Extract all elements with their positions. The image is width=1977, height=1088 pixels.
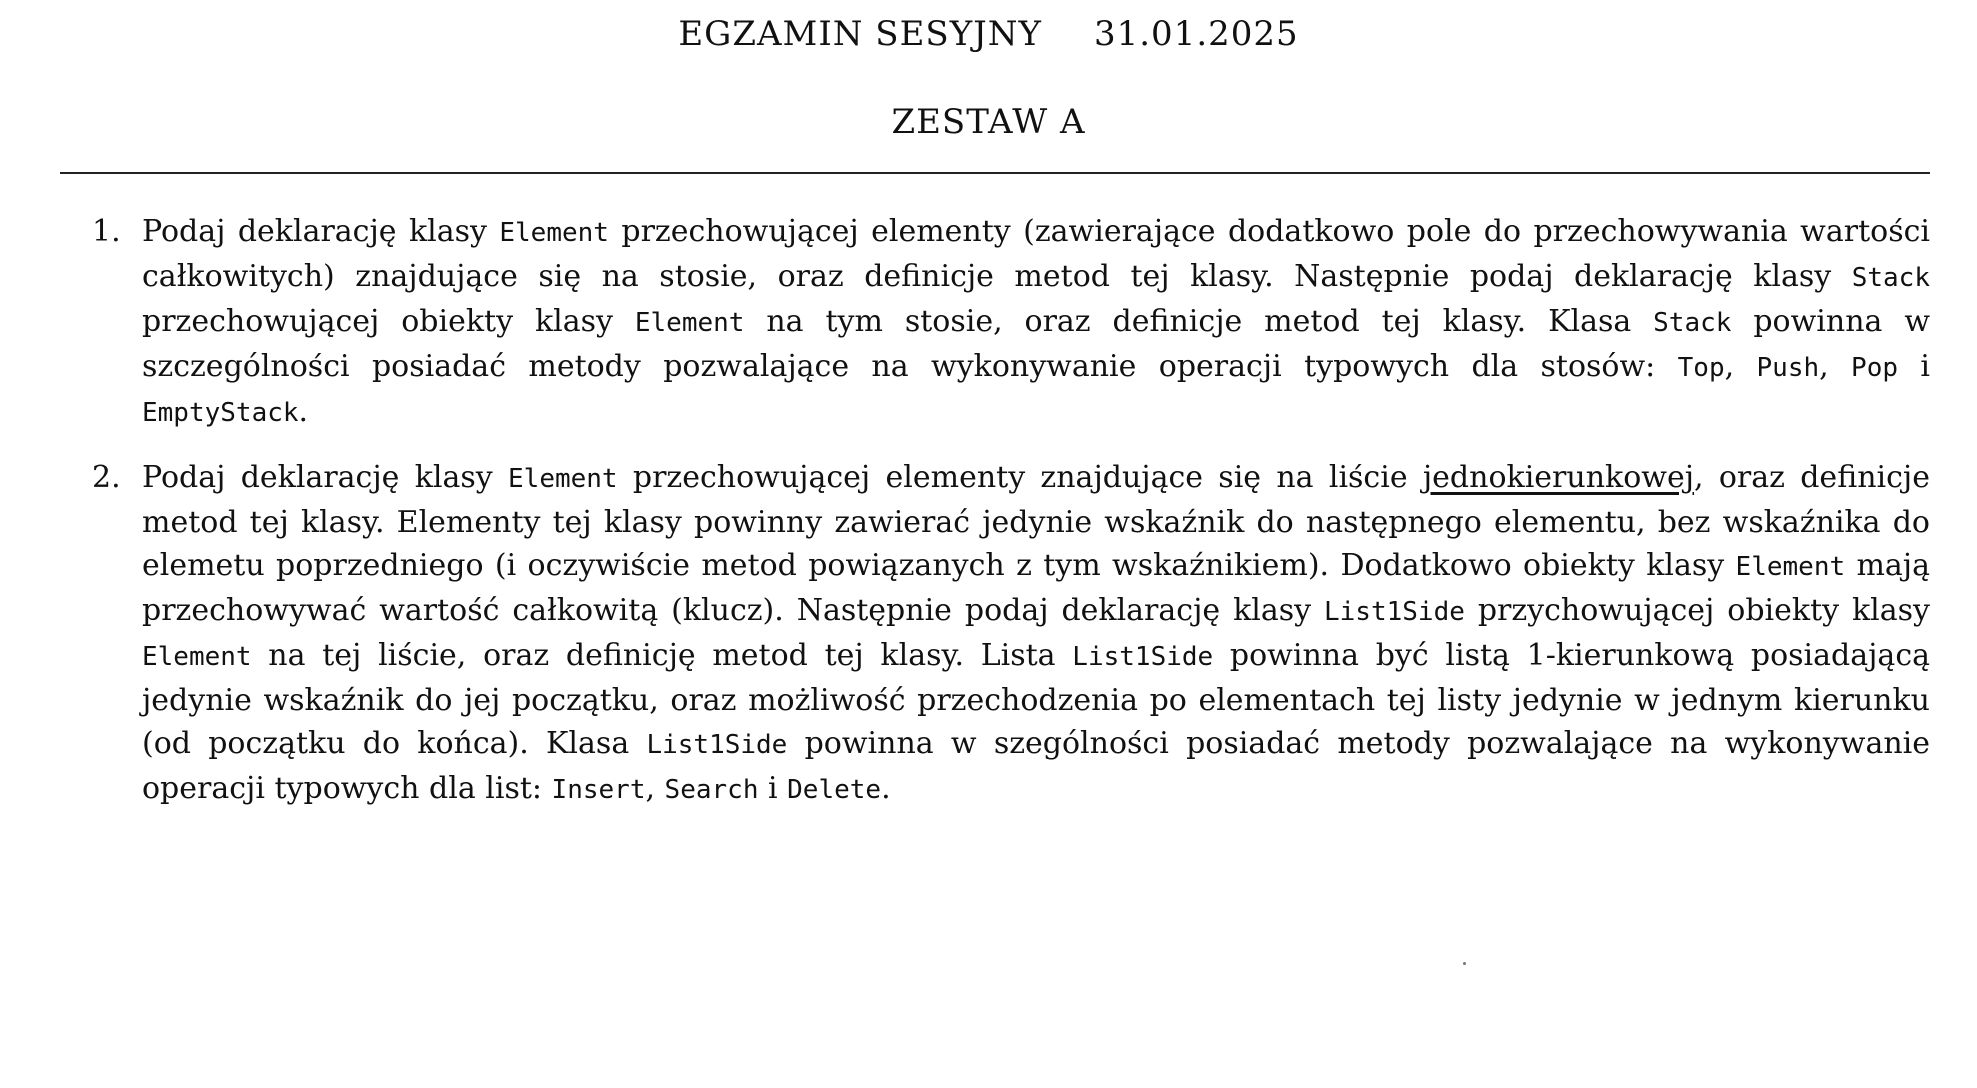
task-text: . [881,771,891,806]
task-2 [92,456,1931,812]
task-number: 2. [92,460,121,495]
task-text: powinna być listą 1-kierunkową posiadającą jedynie wskaźnik do jej początku, oraz możliwość przechodzenia po elementach tej listy jedynie w jednym kierunku (od początku do końca). Klasa [142,638,1931,761]
task-text: Podaj deklarację klasy [142,214,500,249]
task-1 [92,210,1930,435]
task-number: 1. [92,214,121,249]
code-term: List1Side [1324,597,1465,627]
exam-date: 31.01.2025 [1093,14,1299,54]
code-term: Search [664,775,759,805]
code-term: Stack [1851,263,1930,293]
task-text: Podaj deklarację klasy [142,460,509,495]
task-text: . [298,394,309,429]
exam-header [0,14,1977,54]
code-term: EmptyStack [142,398,299,428]
task-text: przechowującej elementy znajdujące się na liście [617,460,1423,495]
code-term: Insert [551,775,646,805]
task-text: powinna w szególności posiadać metody pozwalające na wykonywanie operacji typowych dla list: [142,726,1930,806]
code-term: List1Side [1072,642,1214,672]
task-text: na tym stosie, oraz definicje metod tej klasy. Klasa [744,304,1654,339]
code-term: Stack [1653,308,1732,338]
task-text: na tej liście, oraz definicję metod tej klasy. Lista [251,638,1073,673]
code-term: Pop [1851,353,1899,383]
task-text: i [758,771,788,806]
code-term: Element [1735,552,1846,582]
task-text: , [1819,349,1852,384]
task-text: , [1724,349,1757,384]
code-term: Element [508,464,618,494]
task-text: mają przechowywać wartość całkowitą (klucz). Następnie podaj deklarację klasy [142,548,1930,628]
code-term: Element [634,308,745,338]
underlined-term: jednokierunkowej [1422,460,1695,495]
task-text: przechowującej obiekty klasy [142,304,635,339]
set-title: ZESTAW A [891,102,1086,142]
code-term: Push [1756,353,1820,383]
code-term: Element [142,642,252,672]
code-term: Top [1677,353,1725,383]
scan-speck [1463,962,1466,965]
task-text: przechowującej elementy (zawierające dodatkowo pole do przechowywania wartości całkowitych) znajdujące się na stosie, oraz definicje metod tej klasy. Następnie podaj deklarację klasy [142,214,1930,294]
task-text: przychowującej obiekty klasy [1464,593,1930,628]
task-text: , [645,771,665,806]
header-divider [60,172,1930,174]
code-term: Element [499,218,609,248]
task-text: powinna w szczególności posiadać metody pozwalające na wykonywanie operacji typowych dla stosów: [142,304,1930,384]
exam-title: EGZAMIN SESYJNY [678,14,1042,54]
task-text: i [1898,349,1930,384]
task-text: , oraz definicje metod tej klasy. Elementy tej klasy powinny zawierać jedynie wskaźnik do następnego elementu, bez wskaźnika do elemetu poprzedniego (i oczywiście metod powiązanych z tym wskaźnikiem). Dodatkowo obiekty klasy [142,460,1930,583]
code-term: List1Side [646,730,788,760]
code-term: Delete [787,775,882,805]
